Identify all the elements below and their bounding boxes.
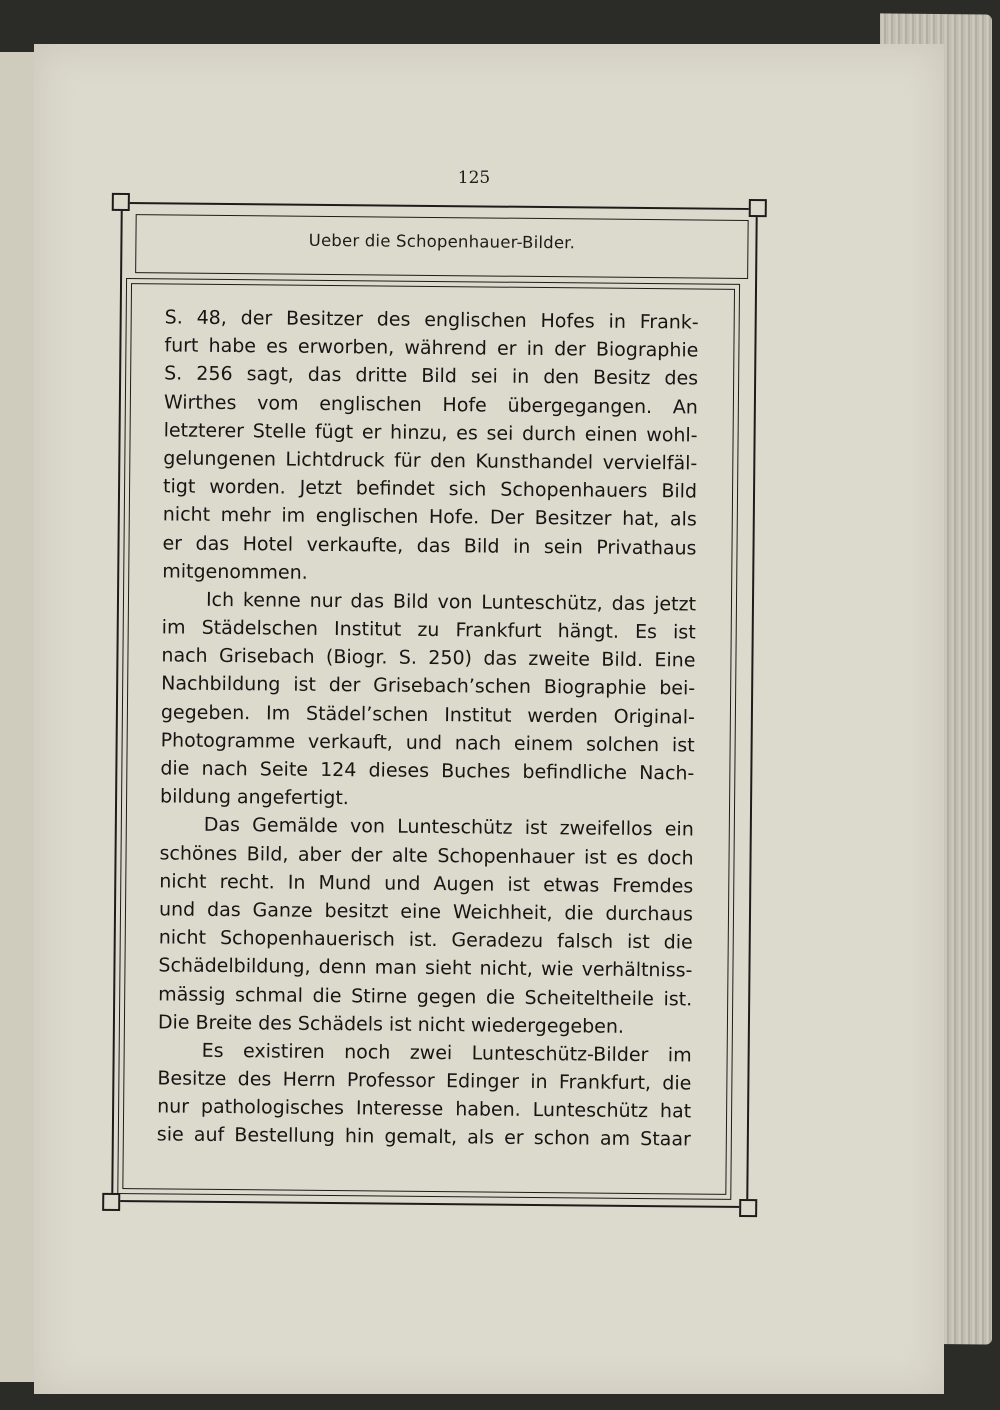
text-line: S. 48, der Besitzer des englischen Hofes in Frank- [164, 306, 699, 334]
facing-page-edge [0, 52, 36, 1382]
text-line: Das Gemälde von Lunteschütz ist zweifellos ein [203, 814, 694, 841]
text-line: nicht Schopenhauerisch ist. Geradezu falsch ist die [158, 926, 693, 954]
book-page [34, 44, 944, 1394]
text-line: er das Hotel verkaufte, das Bild in sein Privathaus [162, 531, 697, 560]
text-line: Besitze des Herrn Professor Edinger in Frankfurt, die [157, 1067, 692, 1095]
text-line: S. 256 sagt, das dritte Bild sei in den Besitz des [164, 362, 699, 390]
text-line: Ich kenne nur das Bild von Lunteschütz, das jetzt [205, 588, 697, 616]
frame-corner-square [112, 193, 130, 211]
text-line: im Städelschen Institut zu Frankfurt hängt. Es ist [161, 616, 696, 644]
text-line: gelungenen Lichtdruck für den Kunsthandel vervielfäl- [163, 447, 698, 475]
text-line: furt habe es erworben, während er in der Biographie [164, 334, 699, 362]
ornamental-frame [111, 202, 758, 1208]
text-line: und das Ganze besitzt eine Weichheit, die durchaus [158, 898, 694, 926]
frame-corner-square [739, 1199, 757, 1217]
text-line: letzterer Stelle fügt er hinzu, es sei durch einen wohl- [163, 419, 698, 447]
running-head: Ueber die Schopenhauer-Bilder. [308, 230, 576, 253]
text-line: nach Grisebach (Biogr. S. 250) das zweite Bild. Eine [161, 644, 696, 672]
text-line: nicht recht. In Mund und Augen ist etwas Fremdes [159, 870, 694, 898]
text-line: die nach Seite 124 dieses Buches befindliche Nach- [160, 757, 695, 785]
text-block-frame [117, 278, 740, 1200]
text-line: Schädelbildung, denn man sieht nicht, wie verhältniss- [158, 954, 693, 982]
text-line: mitgenommen. [162, 560, 308, 584]
text-line: Wirthes vom englischen Hofe übergegangen. An [163, 390, 698, 419]
text-line: Photogramme verkauft, und nach einem solchen ist [160, 729, 695, 757]
text-line: tigt worden. Jetzt befindet sich Schopenhauers Bild [162, 475, 698, 503]
text-line: schönes Bild, aber der alte Schopenhauer ist es doch [159, 841, 694, 870]
text-line: Nachbildung ist der Grisebach’schen Biographie bei- [161, 672, 696, 700]
text-line: Die Breite des Schädels ist nicht wiedergegeben. [157, 1011, 625, 1038]
frame-corner-square [102, 1193, 120, 1211]
page-number: 125 [457, 168, 491, 188]
running-head-box [135, 214, 749, 279]
text-line: nicht mehr im englischen Hofe. Der Besitzer hat, als [162, 503, 697, 531]
text-line: bildung angefertigt. [160, 785, 349, 810]
frame-corner-square [749, 199, 767, 217]
text-line: sie auf Bestellung hin gemalt, als er schon am Staar [156, 1123, 691, 1151]
text-line: nur pathologisches Interesse haben. Lunteschütz hat [157, 1095, 692, 1123]
text-line: Es existiren noch zwei Lunteschütz-Bilder im [201, 1039, 692, 1067]
text-line: mässig schmal die Stirne gegen die Scheiteltheile ist. [158, 982, 693, 1010]
text-line: gegeben. Im Städel’schen Institut werden Original- [160, 700, 696, 729]
body-text [157, 303, 699, 1154]
